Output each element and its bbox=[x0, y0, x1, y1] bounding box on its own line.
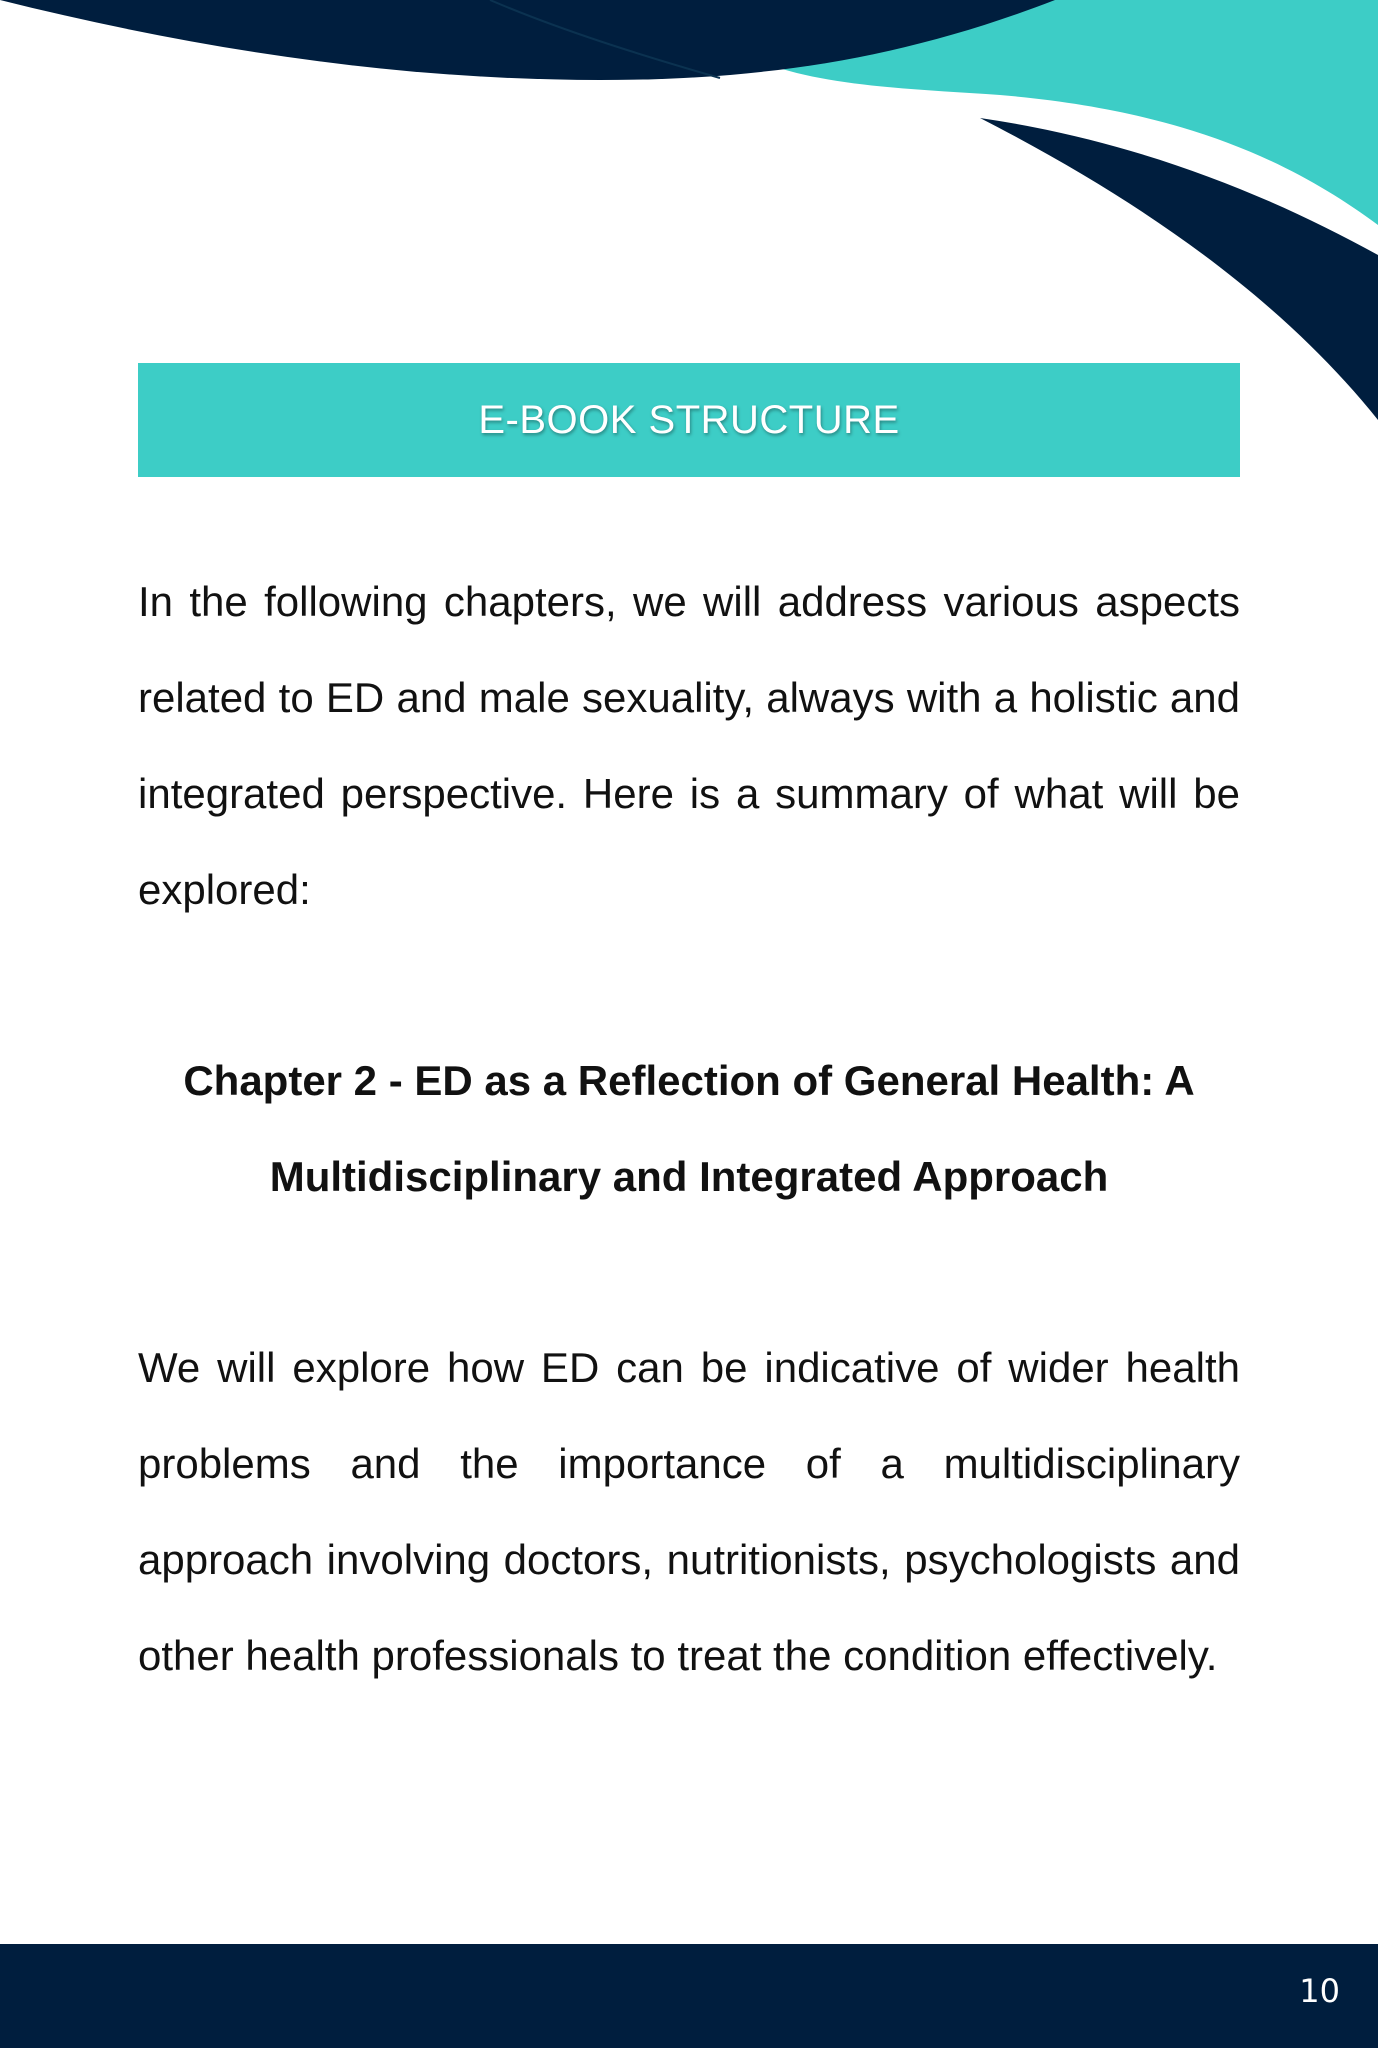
chapter-heading-line-1: Chapter 2 - ED as a Reflection of General Health: A bbox=[183, 1057, 1195, 1104]
intro-paragraph: In the following chapters, we will address various aspects related to ED and male sexuality, always with a holistic and integrated perspective. Here is a summary of what will be explored: bbox=[138, 578, 1240, 913]
section-title: E-BOOK STRUCTURE bbox=[478, 397, 900, 442]
section-title-banner bbox=[138, 363, 1240, 477]
chapter-heading bbox=[138, 1033, 1240, 1225]
chapter-description-paragraph: We will explore how ED can be indicative of wider health problems and the importance of a multidisciplinary approach involving doctors, nutritionists, psychologists and other health professionals to treat the condition effectively. bbox=[138, 1344, 1240, 1679]
page-number: 10 bbox=[1299, 1972, 1340, 2010]
chapter-heading-line-2: Multidisciplinary and Integrated Approach bbox=[269, 1153, 1109, 1200]
footer-bar bbox=[0, 1944, 1378, 2048]
